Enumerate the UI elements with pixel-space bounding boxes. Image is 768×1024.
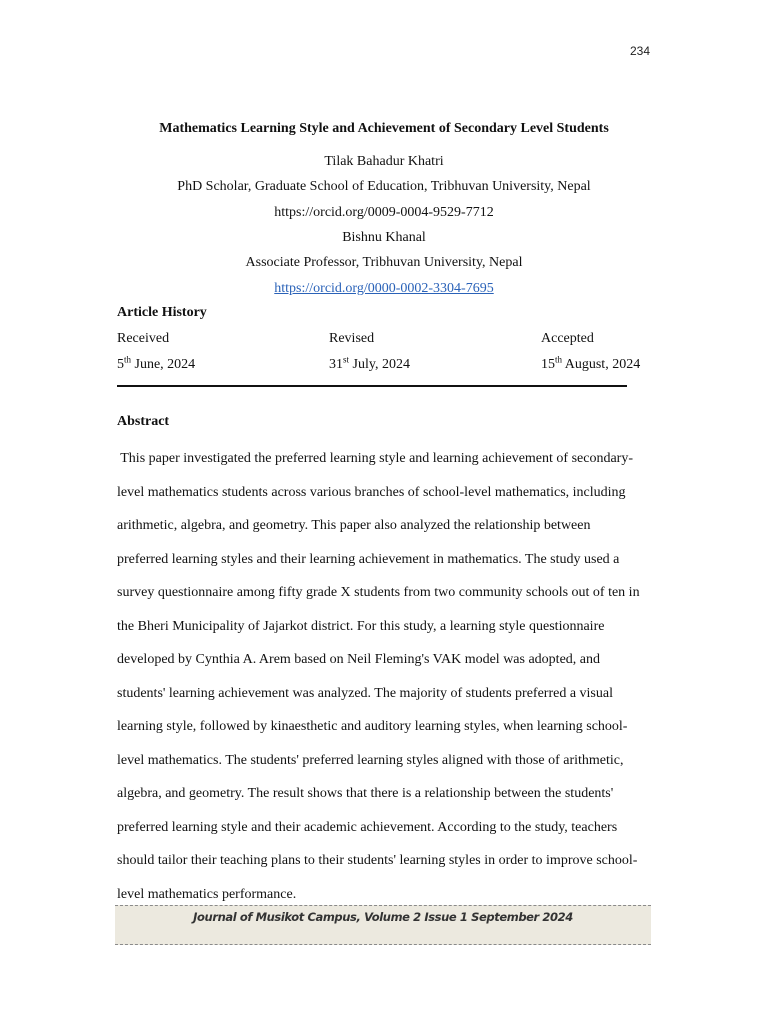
abstract-line: algebra, and geometry. The result shows that there is a relationship between the students' — [117, 786, 614, 801]
received-date: 5th June, 2024 — [117, 354, 196, 372]
section-divider — [117, 385, 627, 387]
abstract-heading: Abstract — [117, 414, 170, 429]
abstract-line: survey questionnaire among fifty grade X students from two community schools out of ten in — [117, 585, 640, 600]
author-2-name: Bishnu Khanal — [342, 230, 426, 245]
history-received — [117, 330, 195, 374]
revised-date: 31st July, 2024 — [329, 354, 410, 372]
history-accepted — [541, 330, 640, 374]
author-2-orcid-link[interactable]: https://orcid.org/0000-0002-3304-7695 — [274, 281, 494, 296]
abstract-body — [117, 442, 649, 911]
abstract-line: This paper investigated the preferred learning style and learning achievement of secondary- — [117, 451, 633, 466]
accepted-label: Accepted — [541, 331, 594, 346]
author-1-name: Tilak Bahadur Khatri — [324, 154, 444, 169]
abstract-line: developed by Cynthia A. Arem based on Neil Fleming's VAK model was adopted, and — [117, 652, 600, 667]
abstract-line: students' learning achievement was analyzed. The majority of students preferred a visual — [117, 685, 613, 701]
paper-title: Mathematics Learning Style and Achievement of Secondary Level Students — [159, 121, 609, 136]
author-1-orcid: https://orcid.org/0009-0004-9529-7712 — [274, 205, 494, 220]
abstract-line: should tailor their teaching plans to their students' learning styles in order to improve school- — [117, 853, 638, 868]
page-number: 234 — [629, 44, 650, 58]
received-label: Received — [117, 331, 170, 346]
article-history-heading: Article History — [117, 305, 207, 320]
abstract-line: preferred learning style and their academic achievement. According to the study, teachers — [117, 819, 618, 835]
abstract-line: level mathematics performance. — [117, 886, 297, 902]
author-2-orcid-row — [0, 281, 768, 297]
abstract-line: level mathematics. The students' preferred learning styles aligned with those of arithmetic, — [117, 752, 624, 768]
author-1-affiliation: PhD Scholar, Graduate School of Education, Tribhuvan University, Nepal — [177, 179, 591, 194]
accepted-date: 15th August, 2024 — [541, 354, 641, 372]
journal-footer — [115, 905, 651, 945]
author-2-affiliation: Associate Professor, Tribhuvan University, Nepal — [245, 255, 523, 270]
revised-label: Revised — [329, 331, 375, 346]
abstract-line: preferred learning styles and their learning achievement in mathematics. The study used a — [117, 551, 620, 567]
abstract-line: learning style, followed by kinaesthetic and auditory learning styles, when learning school- — [117, 719, 628, 734]
history-revised — [329, 330, 410, 374]
article-history-table — [117, 330, 657, 382]
abstract-line: the Bheri Municipality of Jajarkot district. For this study, a learning style questionnaire — [117, 618, 605, 634]
journal-footer-text: Journal of Musikot Campus, Volume 2 Issue 1 September 2024 — [193, 910, 573, 924]
abstract-line: arithmetic, algebra, and geometry. This paper also analyzed the relationship between — [117, 518, 591, 533]
abstract-line: level mathematics students across various branches of school-level mathematics, including — [117, 484, 626, 500]
